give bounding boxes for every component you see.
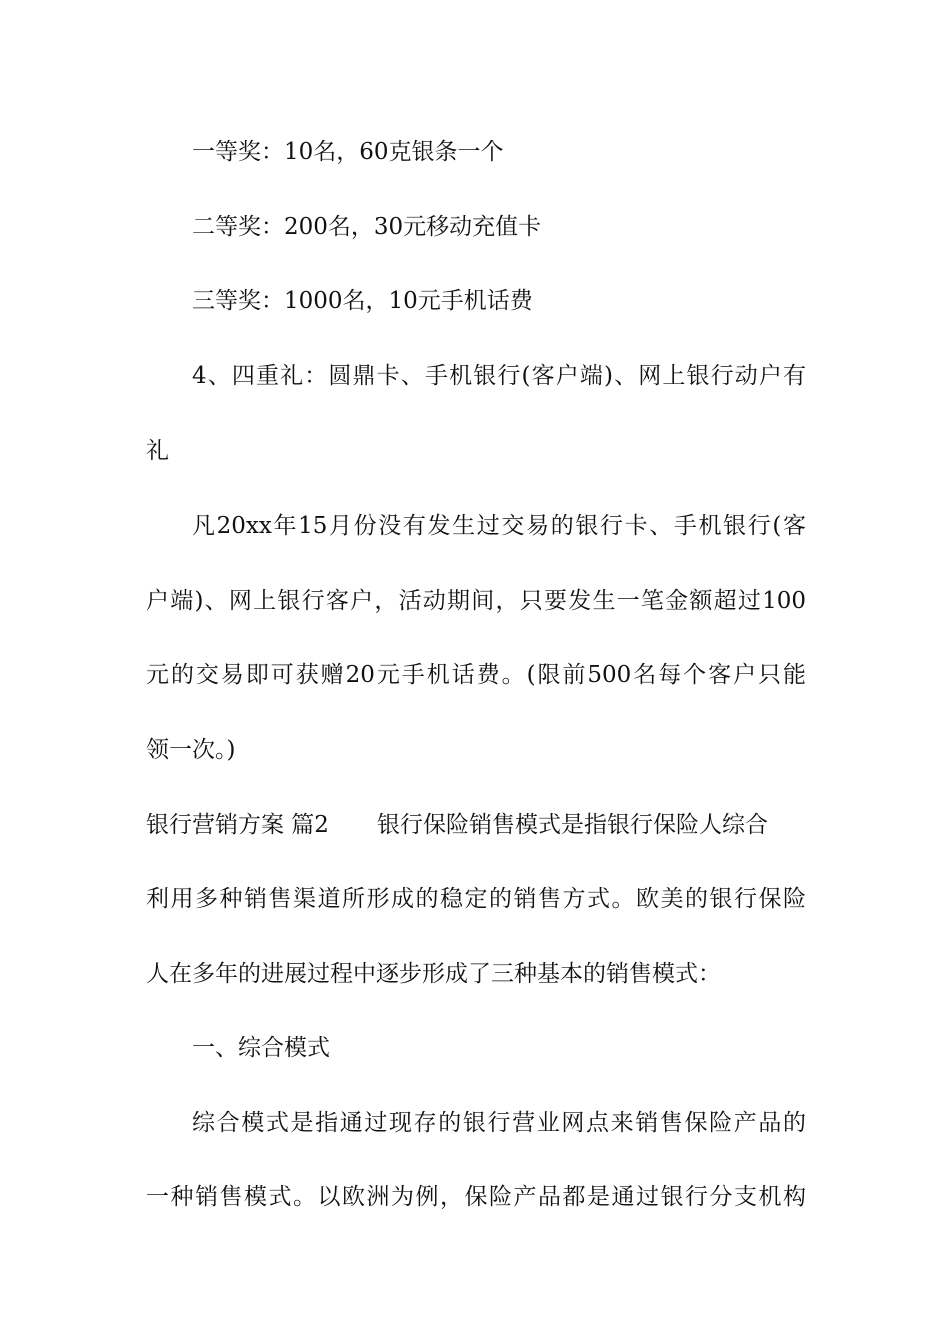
body-paragraph-line: 综合模式是指通过现存的银行营业网点来销售保险产品的: [192, 1110, 806, 1136]
prize-second-line: 二等奖：200名，30元移动充值卡: [192, 214, 542, 240]
body-paragraph-line: 户端)、网上银行客户，活动期间，只要发生一笔金额超过100: [146, 588, 806, 614]
prize-third-line: 三等奖：1000名，10元手机话费: [192, 288, 533, 314]
section-intro-text: 银行保险销售模式是指银行保险人综合: [376, 812, 768, 838]
body-paragraph-line: 领一次。): [146, 737, 236, 763]
subheading-comprehensive-mode: 一、综合模式: [192, 1035, 330, 1061]
body-paragraph-line: 凡20xx年15月份没有发生过交易的银行卡、手机银行(客: [192, 513, 806, 539]
fourth-gift-line: 4、四重礼：圆鼎卡、手机银行(客户端)、网上银行动户有: [192, 363, 806, 389]
prize-first-line: 一等奖：10名，60克银条一个: [192, 139, 504, 165]
body-paragraph-line: 元的交易即可获赠20元手机话费。(限前500名每个客户只能: [146, 662, 806, 688]
body-paragraph-line: 一种销售模式。以欧洲为例，保险产品都是通过银行分支机构: [146, 1184, 806, 1210]
body-paragraph-line: 人在多年的进展过程中逐步形成了三种基本的销售模式：: [146, 961, 721, 987]
section-heading: 银行营销方案 篇2: [146, 812, 329, 838]
section-intro-line: [146, 809, 806, 841]
body-paragraph-line: 利用多种销售渠道所形成的稳定的销售方式。欧美的银行保险: [146, 886, 806, 912]
fourth-gift-continuation: 礼: [146, 438, 169, 464]
